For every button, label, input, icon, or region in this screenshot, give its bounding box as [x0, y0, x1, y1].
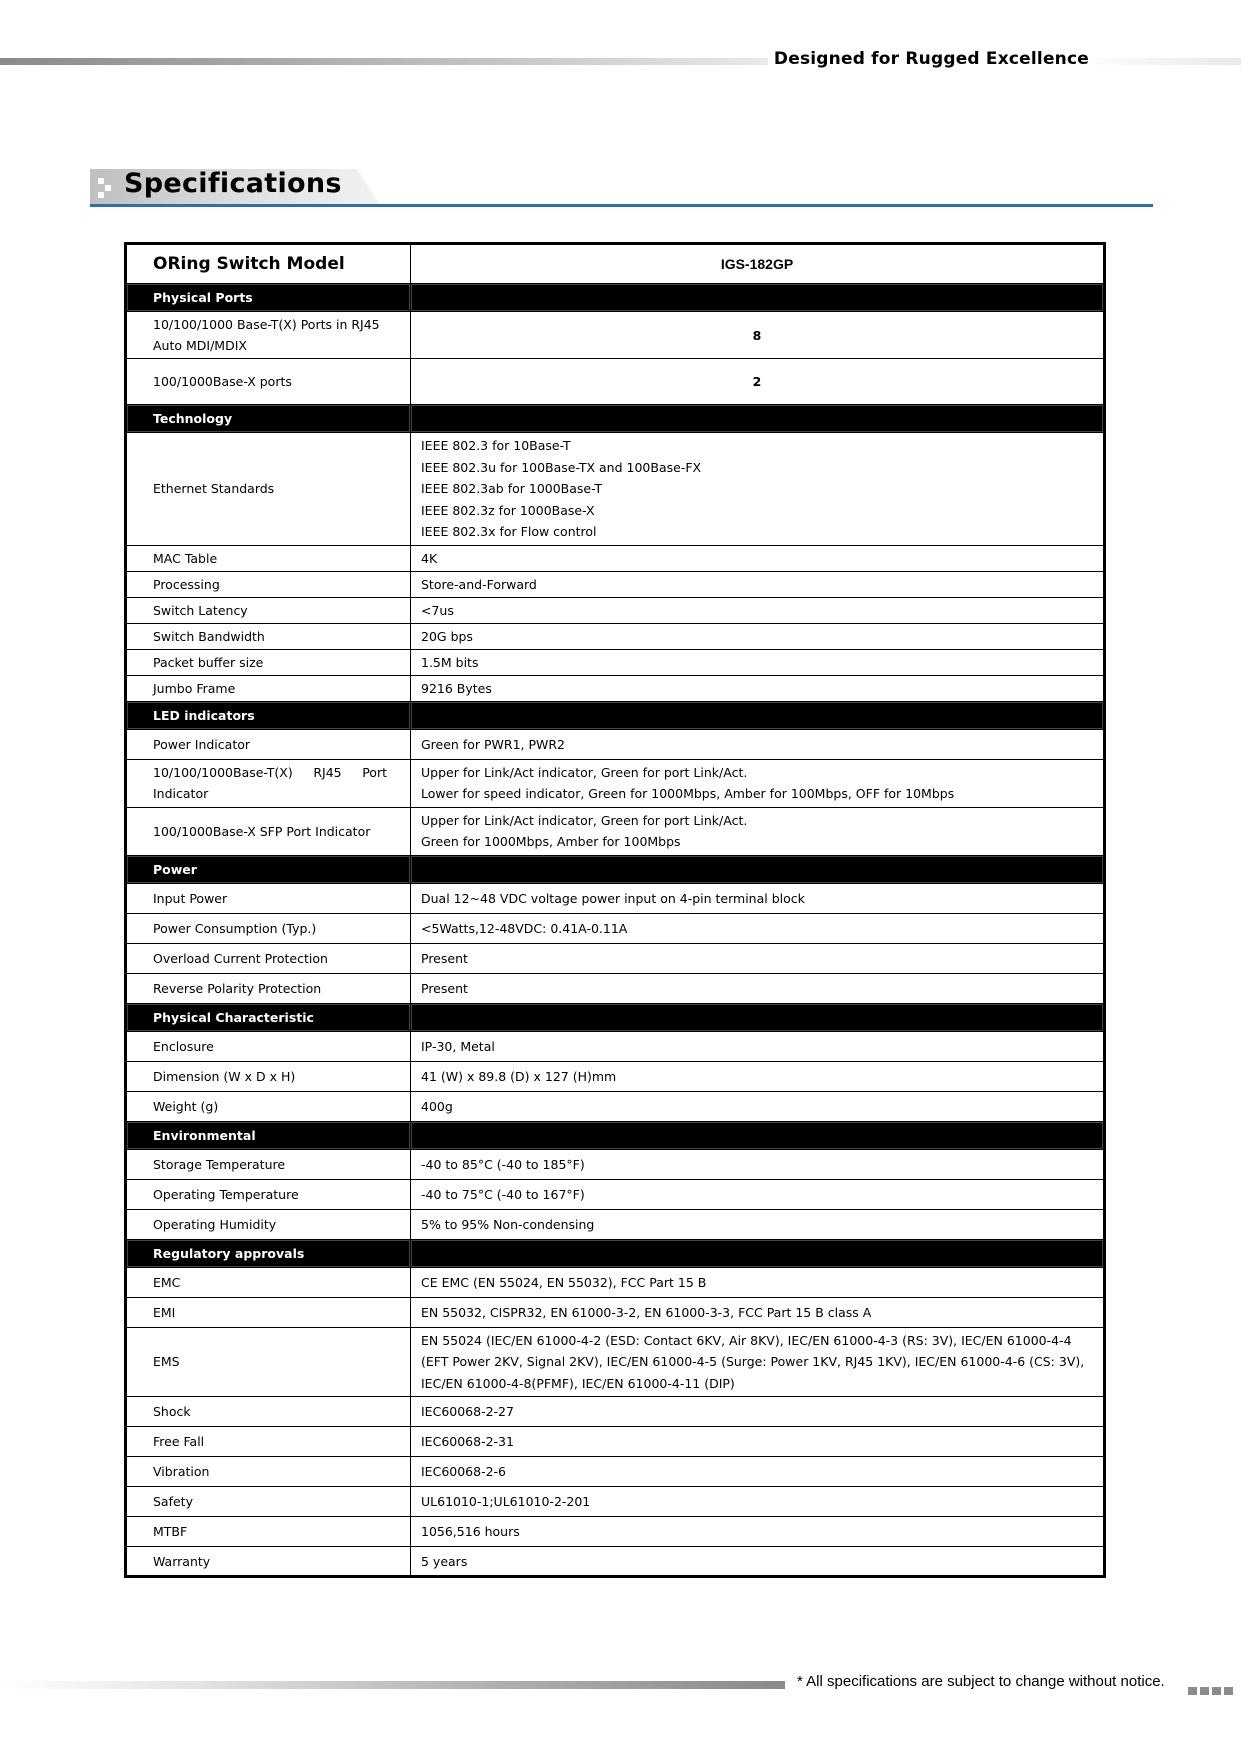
row-label: Power Indicator [126, 729, 411, 759]
section-header-power [126, 855, 1105, 883]
row-label: Dimension (W x D x H) [126, 1061, 411, 1091]
row-value: EN 55024 (IEC/EN 61000-4-2 (ESD: Contact 6KV, Air 8KV), IEC/EN 61000-4-3 (RS: 3V), IEC/EN 61000-4-4 (EFT Power 2KV, Signal 2KV), IEC/EN 61000-4-5 (Surge: Power 1KV, RJ45 1KV), IEC/EN 61000-4-6 (CS: 3V), IEC/EN 61000-4-8(PFMF), IEC/EN 61000-4-11 (DIP) [411, 1327, 1105, 1397]
row-value: IEC60068-2-6 [411, 1457, 1105, 1487]
row-value: 4K [411, 545, 1105, 571]
row-value [411, 759, 1105, 807]
row-label: EMS [126, 1327, 411, 1397]
value-line: IEEE 802.3 for 10Base-T [421, 438, 571, 453]
row-label: Overload Current Protection [126, 943, 411, 973]
row-value [411, 807, 1105, 855]
row-label: Vibration [126, 1457, 411, 1487]
section-header-label: LED indicators [126, 701, 411, 729]
table-row [126, 597, 1105, 623]
row-label: Free Fall [126, 1427, 411, 1457]
row-label: Shock [126, 1397, 411, 1427]
value-line: IEEE 802.3ab for 1000Base-T [421, 481, 603, 496]
table-row [126, 433, 1105, 546]
value-line: Upper for Link/Act indicator, Green for port Link/Act. [421, 812, 748, 828]
value-line: Lower for speed indicator, Green for 1000Mbps, Amber for 100Mbps, OFF for 10Mbps [421, 786, 955, 801]
row-value: 1056,516 hours [411, 1517, 1105, 1547]
row-label: Warranty [126, 1547, 411, 1577]
table-row [126, 1061, 1105, 1091]
table-row [126, 729, 1105, 759]
row-value: 41 (W) x 89.8 (D) x 127 (H)mm [411, 1061, 1105, 1091]
row-label: Switch Bandwidth [126, 623, 411, 649]
row-label: Ethernet Standards [126, 433, 411, 546]
row-value: IP-30, Metal [411, 1031, 1105, 1061]
value-line: IEEE 802.3z for 1000Base-X [421, 502, 595, 518]
row-value: CE EMC (EN 55024, EN 55032), FCC Part 15 B [411, 1267, 1105, 1297]
row-value: 5 years [411, 1547, 1105, 1577]
table-row [126, 1397, 1105, 1427]
row-value: 8 [411, 312, 1105, 359]
table-row [126, 1091, 1105, 1121]
section-header-label: Physical Ports [126, 284, 411, 312]
row-value: Green for PWR1, PWR2 [411, 729, 1105, 759]
footer-note: * All specifications are subject to change without notice. [797, 1673, 1165, 1690]
row-label: Power Consumption (Typ.) [126, 913, 411, 943]
table-row [126, 1031, 1105, 1061]
row-label [126, 759, 411, 807]
row-value: 1.5M bits [411, 649, 1105, 675]
table-row [126, 649, 1105, 675]
footer-squares-icon [1188, 1680, 1236, 1699]
row-value: 2 [411, 359, 1105, 405]
value-line: Upper for Link/Act indicator, Green for port Link/Act. [421, 764, 748, 780]
row-value: -40 to 75°C (-40 to 167°F) [411, 1179, 1105, 1209]
value-line: IEEE 802.3u for 100Base-TX and 100Base-FX [421, 459, 702, 475]
row-value: Dual 12~48 VDC voltage power input on 4-pin terminal block [411, 883, 1105, 913]
table-row [126, 973, 1105, 1003]
section-header-label: Environmental [126, 1121, 411, 1149]
row-label: Weight (g) [126, 1091, 411, 1121]
table-row [126, 1547, 1105, 1577]
row-label: Input Power [126, 883, 411, 913]
section-header-label: Technology [126, 405, 411, 433]
row-label: 100/1000Base-X ports [126, 359, 411, 405]
row-value: 20G bps [411, 623, 1105, 649]
row-value: <5Watts,12-48VDC: 0.41A-0.11A [411, 913, 1105, 943]
row-label-text: 10/100/1000Base-T(X) RJ45 Port Indicator [153, 765, 387, 801]
section-title-rule [90, 204, 1153, 207]
row-value: -40 to 85°C (-40 to 185°F) [411, 1149, 1105, 1179]
table-row [126, 1267, 1105, 1297]
row-label: Enclosure [126, 1031, 411, 1061]
table-row [126, 1327, 1105, 1397]
row-label: Operating Humidity [126, 1209, 411, 1239]
value-line: IEEE 802.3x for Flow control [421, 524, 597, 539]
section-header-label: Power [126, 855, 411, 883]
table-row [126, 759, 1105, 807]
table-row [126, 571, 1105, 597]
section-header-label: Physical Characteristic [126, 1003, 411, 1031]
section-header-technology [126, 405, 1105, 433]
row-label: Safety [126, 1487, 411, 1517]
table-row [126, 943, 1105, 973]
row-label: MTBF [126, 1517, 411, 1547]
row-value: 400g [411, 1091, 1105, 1121]
bullet-squares-icon [98, 178, 112, 198]
section-header-led-indicators [126, 701, 1105, 729]
table-row [126, 675, 1105, 701]
row-label: Storage Temperature [126, 1149, 411, 1179]
header-tagline: Designed for Rugged Excellence [768, 49, 1095, 69]
table-row [126, 807, 1105, 855]
row-value: Store-and-Forward [411, 571, 1105, 597]
model-value: IGS-182GP [411, 244, 1105, 284]
row-label: EMI [126, 1297, 411, 1327]
row-value: 5% to 95% Non-condensing [411, 1209, 1105, 1239]
row-label: Packet buffer size [126, 649, 411, 675]
value-line: Green for 1000Mbps, Amber for 100Mbps [421, 834, 681, 849]
row-label: Switch Latency [126, 597, 411, 623]
row-label: MAC Table [126, 545, 411, 571]
row-label: Reverse Polarity Protection [126, 973, 411, 1003]
row-value: <7us [411, 597, 1105, 623]
table-row [126, 359, 1105, 405]
specifications-table [124, 242, 1106, 1578]
row-label: 10/100/1000 Base-T(X) Ports in RJ45 Auto MDI/MDIX [126, 312, 411, 359]
table-row [126, 883, 1105, 913]
row-value: UL61010-1;UL61010-2-201 [411, 1487, 1105, 1517]
row-value: Present [411, 973, 1105, 1003]
model-row [126, 244, 1105, 284]
row-value [411, 433, 1105, 546]
table-row [126, 312, 1105, 359]
table-row [126, 913, 1105, 943]
table-row [126, 545, 1105, 571]
table-row [126, 1179, 1105, 1209]
row-value: Present [411, 943, 1105, 973]
table-row [126, 623, 1105, 649]
section-title: Specifications [124, 168, 342, 199]
row-label: Processing [126, 571, 411, 597]
table-row [126, 1209, 1105, 1239]
table-row [126, 1149, 1105, 1179]
row-label: 100/1000Base-X SFP Port Indicator [126, 807, 411, 855]
row-label: Operating Temperature [126, 1179, 411, 1209]
section-header-environmental [126, 1121, 1105, 1149]
row-value: 9216 Bytes [411, 675, 1105, 701]
section-header-label: Regulatory approvals [126, 1239, 411, 1267]
table-row [126, 1457, 1105, 1487]
footer-gradient-bar [0, 1681, 785, 1689]
table-row [126, 1427, 1105, 1457]
row-value: IEC60068-2-31 [411, 1427, 1105, 1457]
table-row [126, 1517, 1105, 1547]
row-label: EMC [126, 1267, 411, 1297]
section-header-physical-ports [126, 284, 1105, 312]
table-row [126, 1297, 1105, 1327]
table-row [126, 1487, 1105, 1517]
row-value: IEC60068-2-27 [411, 1397, 1105, 1427]
row-label: Jumbo Frame [126, 675, 411, 701]
row-value: EN 55032, CISPR32, EN 61000-3-2, EN 61000-3-3, FCC Part 15 B class A [411, 1297, 1105, 1327]
section-header-physical-characteristic [126, 1003, 1105, 1031]
section-header-regulatory-approvals [126, 1239, 1105, 1267]
model-label: ORing Switch Model [126, 244, 411, 284]
